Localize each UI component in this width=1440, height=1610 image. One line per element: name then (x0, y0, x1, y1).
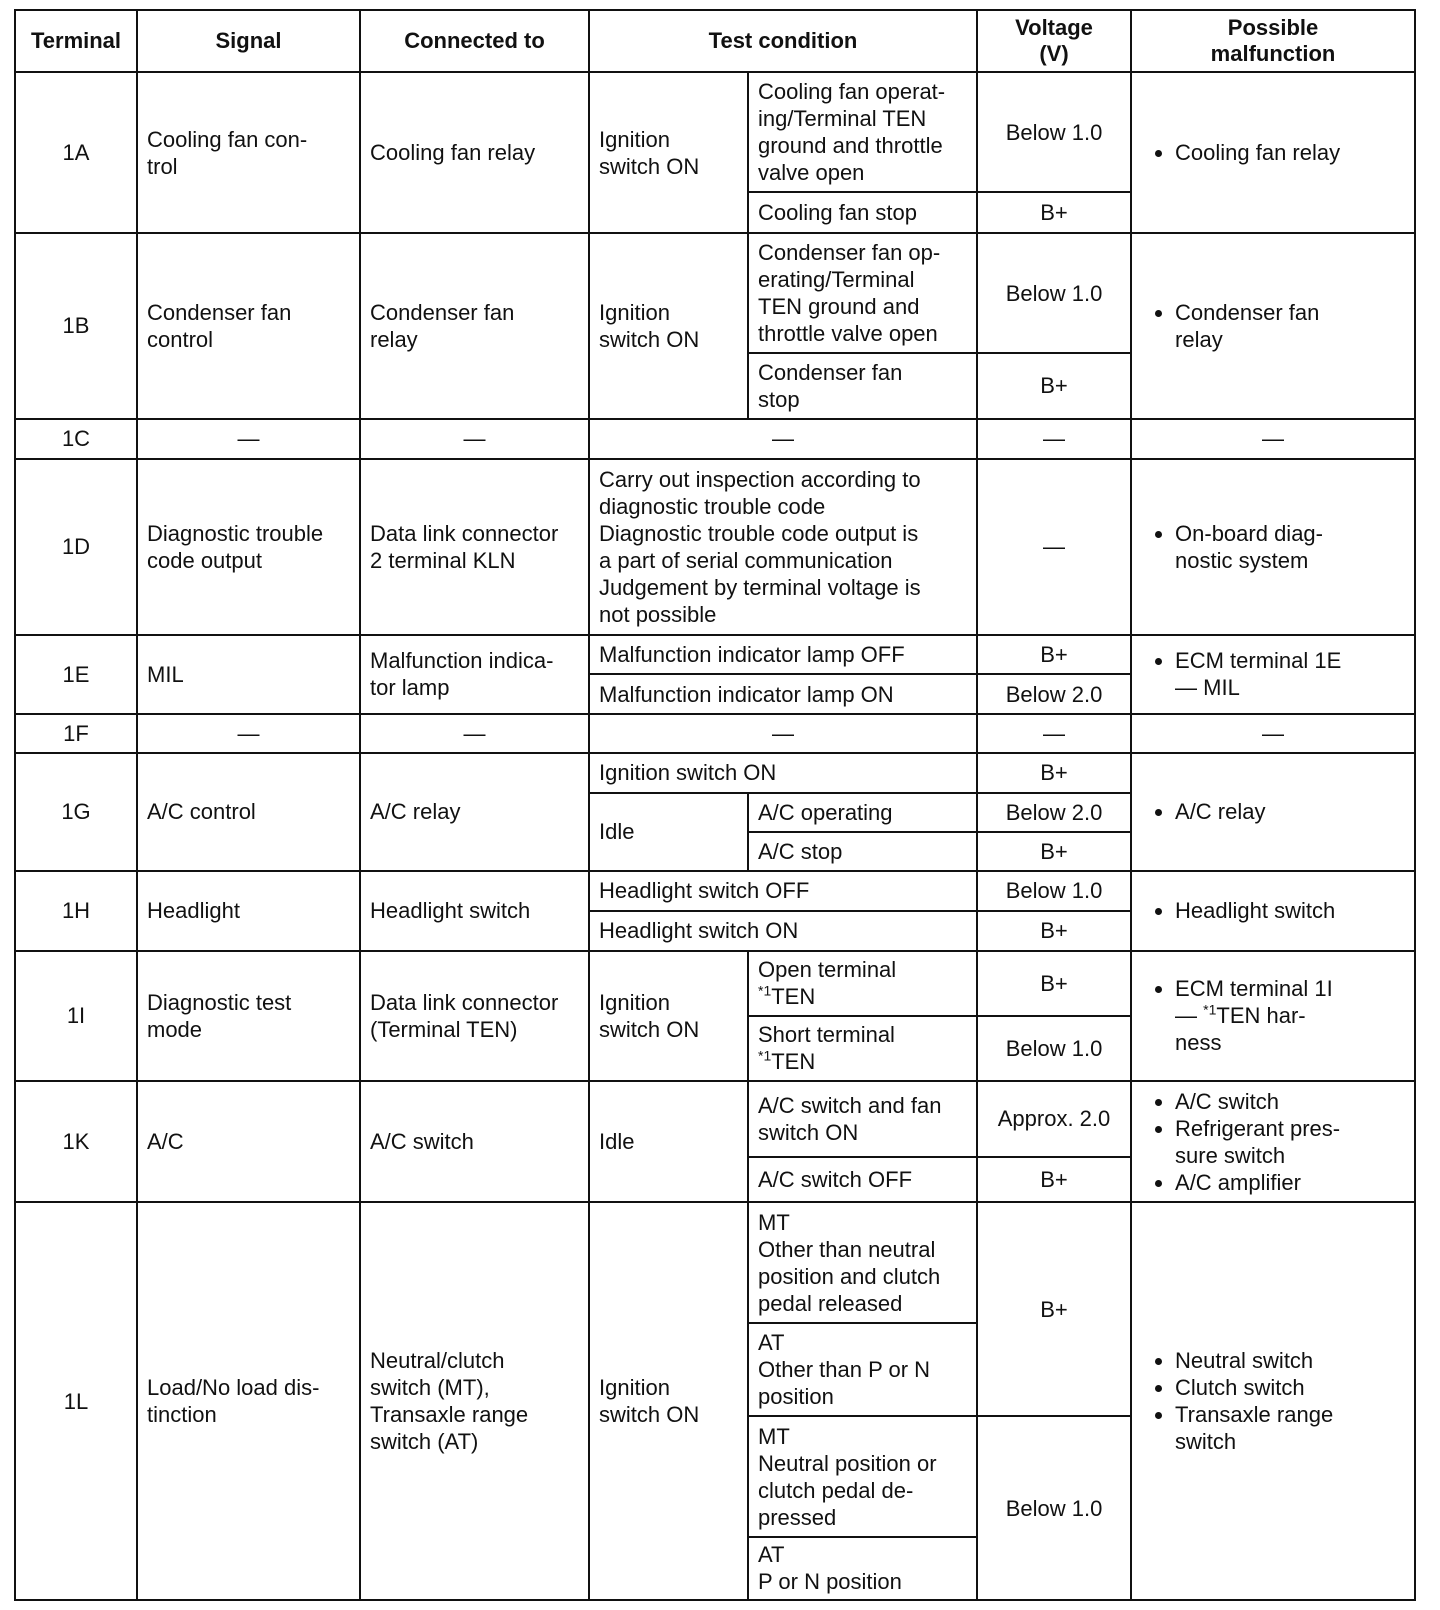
terminal-cell: 1H (15, 871, 137, 951)
voltage-cell: Below 2.0 (977, 793, 1131, 833)
voltage-cell: B+ (977, 635, 1131, 675)
sub-condition-cell: A/C operating (748, 793, 977, 833)
sub-condition-cell: Condenser fan op- erating/Terminal TEN ground and throttle valve open (748, 233, 977, 353)
terminal-cell: 1F (15, 714, 137, 753)
connected-cell: Data link connector (Terminal TEN) (360, 951, 589, 1081)
table-row (15, 1081, 1415, 1156)
malfunction-cell: — (1131, 714, 1415, 753)
voltage-cell: — (977, 419, 1131, 460)
list-item: • Clutch switch (1175, 1374, 1405, 1401)
voltage-cell: B+ (977, 951, 1131, 1016)
terminal-cell: 1D (15, 459, 137, 634)
condition-cell: Ignition switch ON (589, 1202, 748, 1600)
signal-cell: A/C (137, 1081, 360, 1202)
malfunction-list (1141, 975, 1405, 1056)
terminal-cell: 1K (15, 1081, 137, 1202)
malfunction-cell: — (1131, 419, 1415, 460)
sub-condition-cell: A/C switch and fan switch ON (748, 1081, 977, 1156)
signal-cell: — (137, 714, 360, 753)
header-signal: Signal (137, 10, 360, 72)
malfunction-dash: — (1175, 1003, 1204, 1029)
signal-cell: Condenser fan control (137, 233, 360, 419)
condition-cell: Carry out inspection according to diagnostic trouble code Diagnostic trouble code output is a part of serial communication Judgement by terminal voltage is not possible (589, 459, 977, 634)
table-row (15, 459, 1415, 634)
condition-cell: Ignition switch ON (589, 72, 748, 233)
malfunction-cell (1131, 635, 1415, 715)
condition-cell: Idle (589, 1081, 748, 1202)
table-row (15, 951, 1415, 1016)
table-row (15, 1202, 1415, 1322)
voltage-cell: B+ (977, 1157, 1131, 1203)
list-item: • ECM terminal 1E — MIL (1175, 647, 1405, 701)
condition-cell: Ignition switch ON (589, 233, 748, 419)
table-row (15, 419, 1415, 460)
signal-cell: Load/No load dis- tinction (137, 1202, 360, 1600)
sub-condition-cell: AT P or N position (748, 1537, 977, 1600)
voltage-cell: Below 1.0 (977, 1016, 1131, 1081)
signal-cell: Diagnostic test mode (137, 951, 360, 1081)
condition-cell: Ignition switch ON (589, 951, 748, 1081)
table-row (15, 635, 1415, 675)
condition-cell: Ignition switch ON (589, 753, 977, 793)
footnote-mark: *1 (1203, 1002, 1217, 1019)
connected-cell: A/C relay (360, 753, 589, 871)
connected-cell: Malfunction indica- tor lamp (360, 635, 589, 715)
condition-cell: Headlight switch OFF (589, 871, 977, 911)
malfunction-cell (1131, 951, 1415, 1081)
terminal-cell: 1E (15, 635, 137, 715)
malfunction-cell (1131, 459, 1415, 634)
malfunction-line: ness (1175, 1030, 1222, 1056)
sub-condition-cell: Cooling fan operat- ing/Terminal TEN ground and throttle valve open (748, 72, 977, 192)
table-row (15, 753, 1415, 793)
sub-condition-cell: MT Neutral position or clutch pedal de- pressed (748, 1416, 977, 1536)
terminal-cell: 1G (15, 753, 137, 871)
voltage-cell: B+ (977, 911, 1131, 951)
list-item: • Cooling fan relay (1175, 139, 1405, 166)
terminal-cell: 1C (15, 419, 137, 460)
malfunction-cell (1131, 72, 1415, 233)
list-item: • On-board diag- nostic system (1175, 520, 1405, 574)
sub-condition-cell: A/C stop (748, 832, 977, 871)
signal-cell: — (137, 419, 360, 460)
ecm-terminal-table (14, 9, 1416, 1601)
table-row (15, 871, 1415, 911)
table-row (15, 233, 1415, 353)
voltage-cell: Below 1.0 (977, 871, 1131, 911)
sub-condition-line: TEN (771, 984, 816, 1010)
signal-cell: A/C control (137, 753, 360, 871)
terminal-cell: 1A (15, 72, 137, 233)
sub-condition-cell: Condenser fan stop (748, 353, 977, 418)
condition-cell: Headlight switch ON (589, 911, 977, 951)
condition-cell: — (589, 419, 977, 460)
voltage-cell: Below 1.0 (977, 233, 1131, 353)
malfunction-list (1141, 1347, 1405, 1455)
connected-cell: Data link connector 2 terminal KLN (360, 459, 589, 634)
malfunction-line: TEN har- (1216, 1003, 1306, 1029)
signal-cell: Headlight (137, 871, 360, 951)
condition-cell: — (589, 714, 977, 753)
malfunction-cell (1131, 871, 1415, 951)
table-row (15, 72, 1415, 192)
connected-cell: Headlight switch (360, 871, 589, 951)
list-item: • A/C relay (1175, 798, 1405, 825)
malfunction-list (1141, 299, 1405, 353)
voltage-cell: B+ (977, 192, 1131, 233)
condition-cell: Malfunction indicator lamp OFF (589, 635, 977, 675)
voltage-cell: Below 2.0 (977, 674, 1131, 714)
sub-condition-cell: MT Other than neutral position and clutch pedal released (748, 1202, 977, 1322)
header-test-condition: Test condition (589, 10, 977, 72)
header-row (15, 10, 1415, 72)
terminal-cell: 1L (15, 1202, 137, 1600)
malfunction-cell (1131, 233, 1415, 419)
voltage-cell: B+ (977, 832, 1131, 871)
malfunction-list (1141, 1088, 1405, 1196)
voltage-cell: B+ (977, 753, 1131, 793)
condition-cell: Malfunction indicator lamp ON (589, 674, 977, 714)
list-item: • A/C amplifier (1175, 1169, 1405, 1196)
table-row (15, 714, 1415, 753)
sub-condition-line: Open terminal (758, 957, 897, 983)
sub-condition-cell: AT Other than P or N position (748, 1323, 977, 1417)
malfunction-line: ECM terminal 1I (1175, 976, 1333, 1002)
malfunction-list (1141, 647, 1405, 701)
malfunction-list (1141, 798, 1405, 825)
footnote-mark: *1 (758, 1048, 772, 1065)
terminal-cell: 1B (15, 233, 137, 419)
list-item: • Headlight switch (1175, 897, 1405, 924)
header-connected-to: Connected to (360, 10, 589, 72)
connected-cell: — (360, 419, 589, 460)
malfunction-list (1141, 897, 1405, 924)
sub-condition-cell (748, 1016, 977, 1081)
header-possible-malfunction: Possible malfunction (1131, 10, 1415, 72)
connected-cell: Condenser fan relay (360, 233, 589, 419)
list-item: • Transaxle range switch (1175, 1401, 1405, 1455)
list-item (1175, 975, 1405, 1056)
voltage-cell: — (977, 714, 1131, 753)
malfunction-cell (1131, 1081, 1415, 1202)
sub-condition-line: Short terminal (758, 1022, 895, 1048)
voltage-cell: Below 1.0 (977, 72, 1131, 192)
header-terminal: Terminal (15, 10, 137, 72)
signal-cell: MIL (137, 635, 360, 715)
connected-cell: Cooling fan relay (360, 72, 589, 233)
voltage-cell: B+ (977, 1202, 1131, 1416)
malfunction-list (1141, 520, 1405, 574)
list-item: • Neutral switch (1175, 1347, 1405, 1374)
sub-condition-cell (748, 951, 977, 1016)
malfunction-list (1141, 139, 1405, 166)
terminal-cell: 1I (15, 951, 137, 1081)
signal-cell: Cooling fan con- trol (137, 72, 360, 233)
footnote-mark: *1 (758, 982, 772, 999)
voltage-cell: Approx. 2.0 (977, 1081, 1131, 1156)
list-item: • Condenser fan relay (1175, 299, 1405, 353)
malfunction-cell (1131, 753, 1415, 871)
malfunction-cell (1131, 1202, 1415, 1600)
header-voltage: Voltage (V) (977, 10, 1131, 72)
list-item: • A/C switch (1175, 1088, 1405, 1115)
connected-cell: A/C switch (360, 1081, 589, 1202)
sub-condition-cell: Cooling fan stop (748, 192, 977, 233)
voltage-cell: — (977, 459, 1131, 634)
condition-cell: Idle (589, 793, 748, 871)
list-item: • Refrigerant pres- sure switch (1175, 1115, 1405, 1169)
sub-condition-cell: A/C switch OFF (748, 1157, 977, 1203)
connected-cell: — (360, 714, 589, 753)
signal-cell: Diagnostic trouble code output (137, 459, 360, 634)
connected-cell: Neutral/clutch switch (MT), Transaxle range switch (AT) (360, 1202, 589, 1600)
voltage-cell: Below 1.0 (977, 1416, 1131, 1600)
sub-condition-line: TEN (771, 1049, 816, 1075)
voltage-cell: B+ (977, 353, 1131, 418)
